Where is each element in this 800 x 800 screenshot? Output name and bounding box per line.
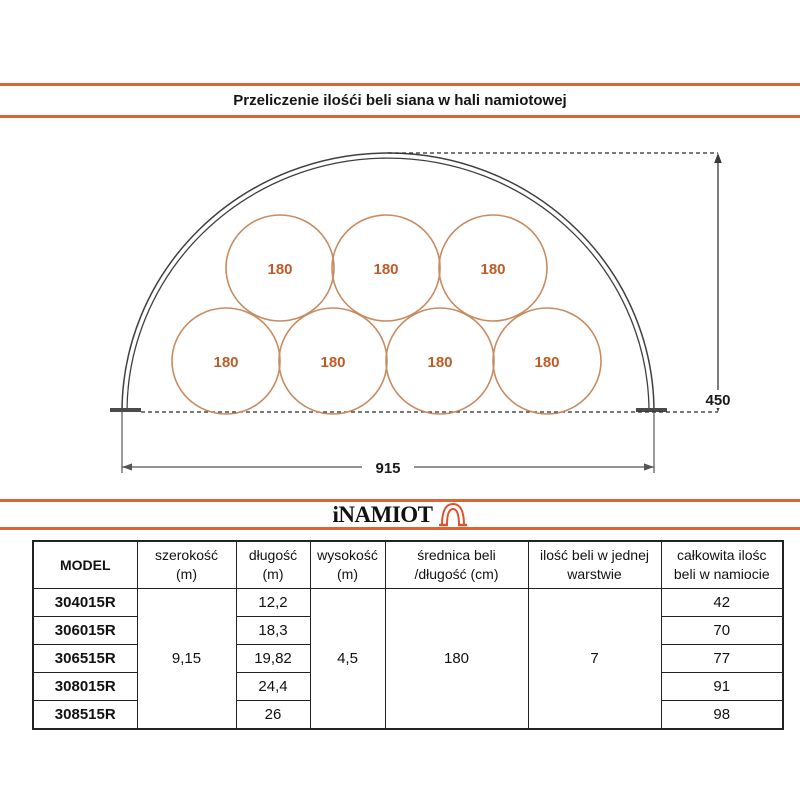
model-cell: 304015R bbox=[33, 589, 137, 617]
height-merged-cell: 4,5 bbox=[310, 589, 385, 730]
base-plate-left bbox=[110, 408, 141, 412]
specs-table bbox=[32, 540, 784, 730]
logo-text: iNAMIOT bbox=[332, 502, 433, 527]
bale-diameter-label: 180 bbox=[320, 354, 346, 371]
table-row bbox=[33, 589, 783, 617]
col-header-width: szerokość (m) bbox=[137, 541, 236, 589]
length-cell: 19,82 bbox=[236, 645, 310, 673]
bale-diameter-label: 180 bbox=[427, 354, 453, 371]
total-cell: 91 bbox=[661, 673, 783, 701]
bale-diameter-label: 180 bbox=[480, 261, 506, 278]
bale-diameter-label: 180 bbox=[213, 354, 239, 371]
width-dimension-line bbox=[122, 412, 654, 477]
total-cell: 77 bbox=[661, 645, 783, 673]
model-cell: 306515R bbox=[33, 645, 137, 673]
col-header-height: wysokość (m) bbox=[310, 541, 385, 589]
tent-cross-section-diagram bbox=[0, 117, 800, 499]
col-header-length: długość (m) bbox=[236, 541, 310, 589]
model-cell: 308515R bbox=[33, 701, 137, 730]
total-cell: 70 bbox=[661, 617, 783, 645]
total-cell: 98 bbox=[661, 701, 783, 730]
model-cell: 308015R bbox=[33, 673, 137, 701]
diameter-merged-cell: 180 bbox=[385, 589, 528, 730]
width-merged-cell: 9,15 bbox=[137, 589, 236, 730]
col-header-bale-diameter: średnica beli /długość (cm) bbox=[385, 541, 528, 589]
page-title: Przeliczenie ilośći beli siana w hali namiotowej bbox=[233, 92, 567, 109]
length-cell: 18,3 bbox=[236, 617, 310, 645]
bale-diameter-label: 180 bbox=[534, 354, 560, 371]
tent-arch-icon bbox=[438, 501, 468, 528]
col-header-total-bales: całkowita ilośc beli w namiocie bbox=[661, 541, 783, 589]
total-cell: 42 bbox=[661, 589, 783, 617]
logo-bar bbox=[0, 499, 800, 530]
bale-diameter-label: 180 bbox=[267, 261, 293, 278]
width-dimension-label: 915 bbox=[375, 460, 401, 477]
length-cell: 26 bbox=[236, 701, 310, 730]
title-bar bbox=[0, 83, 800, 118]
length-cell: 12,2 bbox=[236, 589, 310, 617]
bales-per-layer-merged-cell: 7 bbox=[528, 589, 661, 730]
col-header-model: MODEL bbox=[33, 541, 137, 589]
bale-diameter-label: 180 bbox=[373, 261, 399, 278]
header-row bbox=[33, 541, 783, 589]
height-dimension-line bbox=[701, 153, 735, 412]
model-cell: 306015R bbox=[33, 617, 137, 645]
height-dimension-label: 450 bbox=[705, 392, 731, 409]
col-header-bales-per-layer: ilość beli w jednej warstwie bbox=[528, 541, 661, 589]
length-cell: 24,4 bbox=[236, 673, 310, 701]
